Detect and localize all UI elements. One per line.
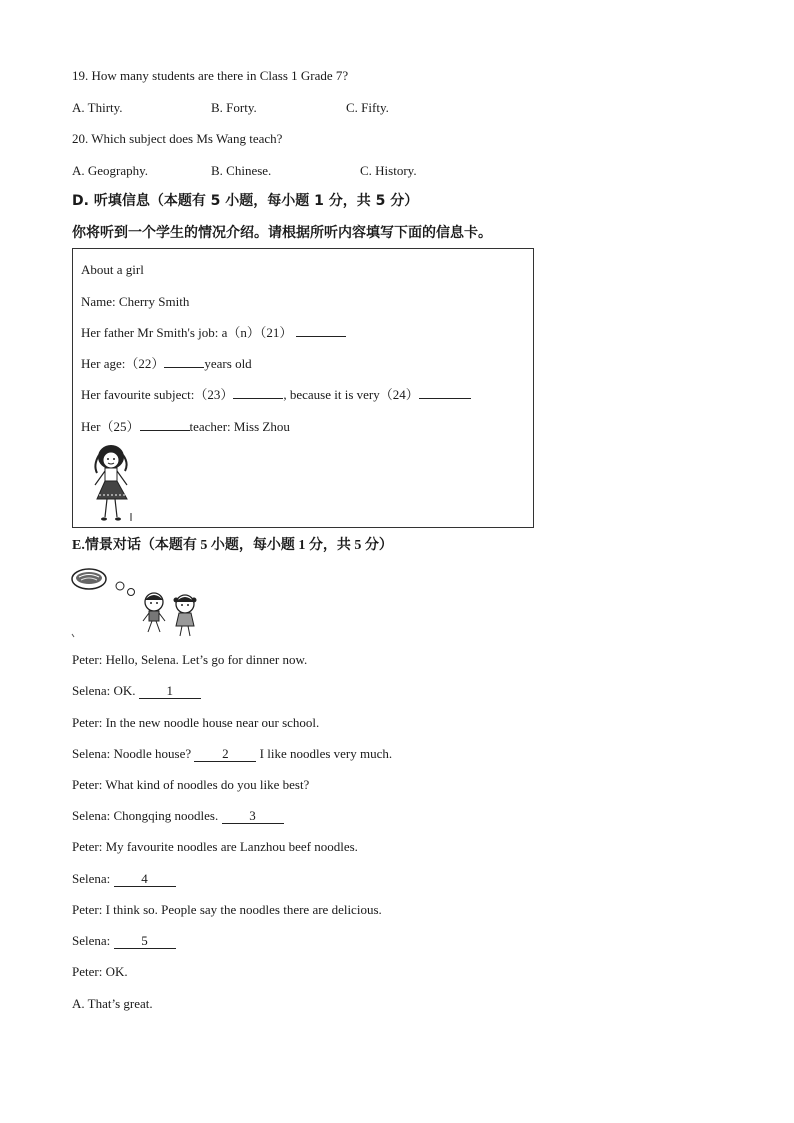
dialogue-text: Peter: My favourite noodles are Lanzhou beef noodles. (72, 839, 358, 854)
dialogue-blank-1[interactable]: 1 (139, 684, 201, 699)
info-card (72, 248, 534, 528)
q20-option-a[interactable]: A. Geography. (72, 163, 149, 178)
card-teacher-suffix: teacher: Miss Zhou (189, 419, 290, 434)
dialogue-text-after: I like noodles very much. (256, 746, 393, 761)
blank-21[interactable] (296, 336, 346, 337)
dialogue-blank-2[interactable]: 2 (194, 747, 256, 762)
blank-24[interactable] (419, 398, 471, 399)
dialogue-line (72, 683, 201, 699)
dialogue-line (72, 933, 176, 949)
card-age-label: Her age:（22） (81, 356, 165, 371)
dialogue-line (72, 964, 128, 980)
q20-option-b[interactable]: B. Chinese. (211, 163, 272, 178)
dialogue-blank-4[interactable]: 4 (114, 872, 176, 887)
dialogue-blank-3[interactable]: 3 (222, 809, 284, 824)
dialogue-line (72, 902, 382, 918)
dialogue-text: Peter: I think so. People say the noodles there are delicious. (72, 902, 382, 917)
option-a[interactable]: A. That’s great. (72, 996, 153, 1011)
dialogue-text: Selena: OK. (72, 683, 139, 698)
card-subject-mid: , because it is very（24） (283, 387, 419, 402)
card-name: Name: Cherry Smith (81, 294, 190, 309)
dialogue-line (72, 871, 176, 887)
card-teacher-row (81, 419, 290, 435)
dialogue-line (72, 715, 319, 731)
question-19: 19. How many students are there in Class 1 Grade 7? (72, 68, 349, 83)
girl-illustration (83, 441, 143, 525)
dialogue-blank-5[interactable]: 5 (114, 934, 176, 949)
section-e-title: E.情景对话（本题有 5 小题，每小题 1 分，共 5 分） (72, 538, 393, 553)
question-20: 20. Which subject does Ms Wang teach? (72, 131, 283, 146)
blank-25[interactable] (140, 430, 190, 431)
dialogue-line (72, 777, 309, 793)
card-subject-row (81, 387, 471, 403)
dialogue-text: Selena: (72, 933, 114, 948)
dialogue-text: Peter: What kind of noodles do you like best? (72, 777, 310, 792)
q19-option-c[interactable]: C. Fifty. (346, 100, 389, 115)
dialogue-illustration (70, 566, 210, 638)
dialogue-text: Peter: Hello, Selena. Let’s go for dinner now. (72, 652, 308, 667)
dialogue-text: Selena: Chongqing noodles. (72, 808, 222, 823)
dialogue-text: Peter: OK. (72, 964, 128, 979)
dialogue-line (72, 652, 307, 668)
blank-22[interactable] (164, 367, 204, 368)
blank-23[interactable] (233, 398, 283, 399)
dialogue-line (72, 839, 358, 855)
dialogue-line (72, 808, 284, 824)
card-title: About a girl (81, 262, 144, 277)
card-age-suffix: years old (204, 356, 252, 371)
dialogue-text: Selena: (72, 871, 114, 886)
dialogue-line (72, 746, 392, 762)
section-d-title: D. 听填信息（本题有 5 小题，每小题 1 分，共 5 分） (72, 193, 419, 209)
card-subject-label: Her favourite subject:（23） (81, 387, 234, 402)
card-age-row (81, 356, 252, 372)
section-d-instruction: 你将听到一个学生的情况介绍。请根据所听内容填写下面的信息卡。 (72, 225, 492, 241)
q20-option-c[interactable]: C. History. (360, 163, 417, 178)
dialogue-text: Selena: Noodle house? (72, 746, 195, 761)
dialogue-text: Peter: In the new noodle house near our school. (72, 715, 320, 730)
card-job-label: Her father Mr Smith's job: a（n）（21） (81, 325, 293, 340)
card-job-row (81, 325, 346, 341)
q19-option-a[interactable]: A. Thirty. (72, 100, 123, 115)
q19-option-b[interactable]: B. Forty. (211, 100, 257, 115)
card-teacher-label: Her（25） (81, 419, 140, 434)
